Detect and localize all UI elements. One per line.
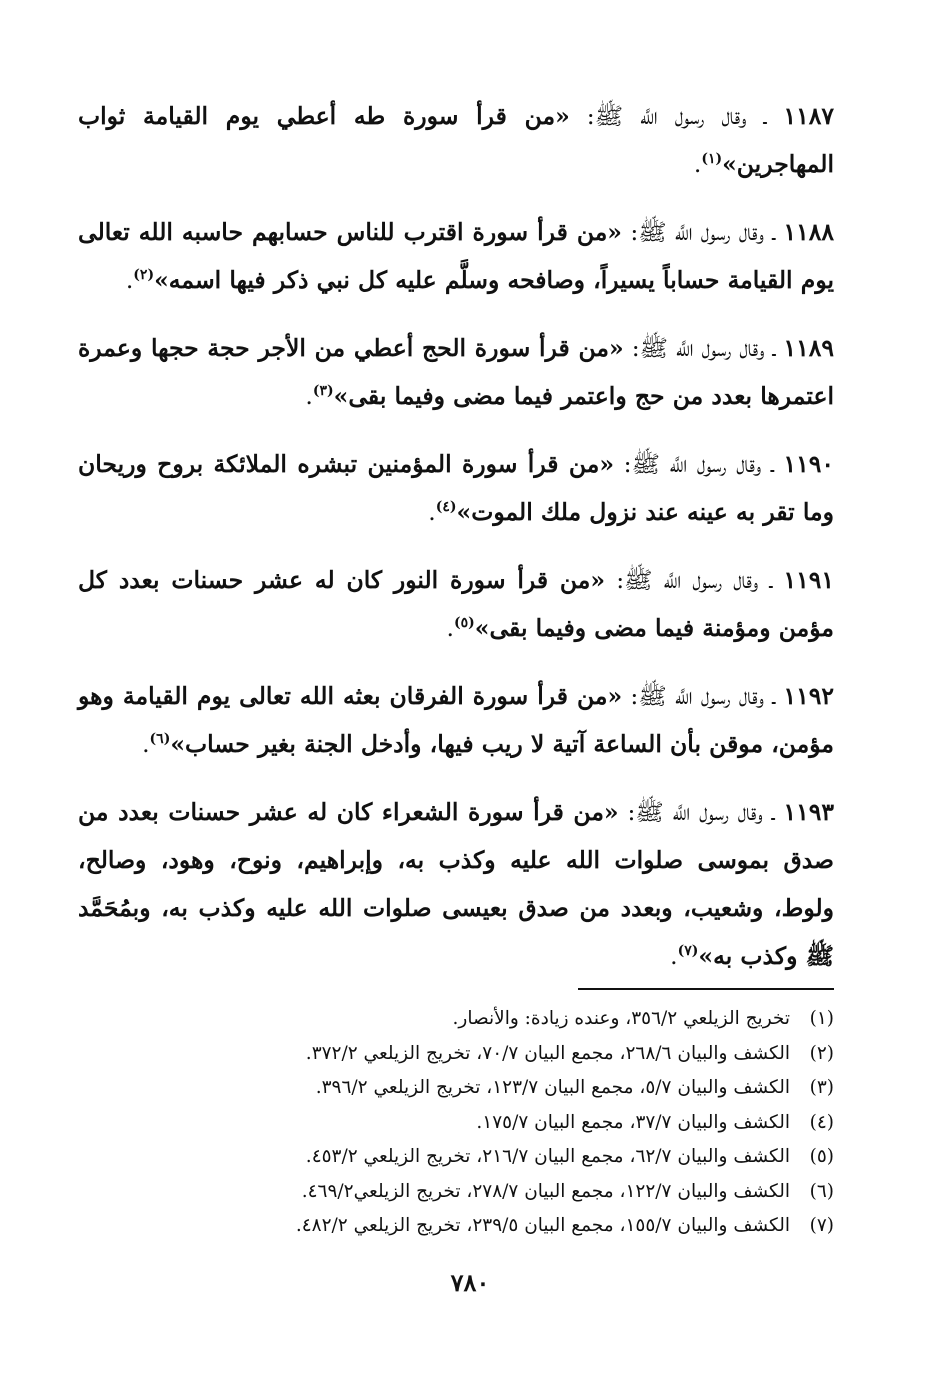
footnote-text: الكشف والبيان ٢٦٨/٦، مجمع البيان ٧٠/٧، تخريج الزيلعي ٣٧٢/٢. [305,1042,790,1064]
footnote-ref: (٧) [677,943,699,960]
hadith-1187 [78,92,834,188]
page-number: ٧٨٠ [450,1268,490,1297]
hadith-text: «من قرأ سورة الشعراء كان له عشر حسنات بعدد من صدق بموسى صلوات الله عليه وكذب به، وإبراهيم، ونوح، وهود، وصالح، ولوط، وشعيب، وبعدد من صدق بعيسى صلوات الله عليه وكذب به، وبمُحَمَّد ﷺ وكذب به» [78,798,834,970]
footnote-number: (٣) [809,1077,834,1098]
main-text [78,92,834,1000]
hadith-text: «من قرأ سورة اقترب للناس حسابهم حاسبه الله تعالى يوم القيامة حساباً يسيراً، وصافحه وسلَّم عليه كل نبي ذكر فيها اسمه» [78,218,834,294]
footnote-item [120,1209,834,1244]
sentence-end: . [428,498,436,526]
hadith-intro: ـ وقال رسول اللَّه ﷺ: [569,102,784,130]
footnote-number: (٢) [809,1042,834,1064]
footnote-number: (٦) [809,1180,834,1202]
sentence-end: . [670,942,678,970]
footnote-item [120,1002,834,1037]
hadith-text: «من قرأ سورة المؤمنين تبشره الملائكة بروح وريحان وما تقر به عينه عند نزول ملك الموت» [78,450,834,526]
hadith-intro: ـ وقال رسول اللَّه ﷺ: [623,334,784,362]
sentence-end: . [125,266,134,294]
hadith-intro: ـ وقال رسول اللَّه ﷺ: [618,798,784,826]
footnote-ref: (١) [701,151,723,168]
footnote-ref: (٦) [149,731,171,748]
hadith-number: ١١٩٠ [783,450,834,478]
hadith-number: ١١٩٢ [783,682,834,710]
footnote-separator [578,988,834,990]
hadith-1191 [78,556,834,652]
hadith-text: «من قرأ سورة الحج أعطي من الأجر حجة حجها وعمرة اعتمرها بعدد من حج واعتمر فيما مضى وفيما بقى» [78,334,834,410]
footnote-text: الكشف والبيان ١٢٢/٧، مجمع البيان ٢٧٨/٧، تخريج الزيلعي٤٦٩/٢. [301,1180,790,1202]
footnote-text: الكشف والبيان ١٥٥/٧، مجمع البيان ٢٣٩/٥، تخريج الزيلعي ٤٨٢/٢. [295,1215,790,1236]
footnote-item [120,1071,834,1106]
hadith-1192 [78,672,834,768]
sentence-end: . [446,614,454,642]
hadith-text: «من قرأ سورة النور كان له عشر حسنات بعدد كل مؤمن ومؤمنة فيما مضى وفيما بقى» [78,566,834,642]
footnote-text: الكشف والبيان ٦٢/٧، مجمع البيان ٢١٦/٧، تخريج الزيلعي ٤٥٣/٢. [305,1146,790,1167]
footnote-text: تخريج الزيلعي ٣٥٦/٢، وعنده زيادة: والأنصار. [452,1008,790,1029]
hadith-number: ١١٨٩ [783,334,834,362]
footnote-item [120,1140,834,1175]
footnote-ref: (٤) [435,499,457,516]
hadith-intro: ـ وقال رسول اللَّه ﷺ: [622,218,784,246]
footnote-text: الكشف والبيان ٣٧/٧، مجمع البيان ١٧٥/٧. [476,1111,790,1133]
hadith-number: ١١٩١ [783,566,834,594]
footnote-text: الكشف والبيان ٥/٧، مجمع البيان ١٢٣/٧، تخريج الزيلعي ٣٩٦/٢. [315,1077,790,1098]
hadith-1188 [78,208,834,304]
hadith-intro: ـ وقال رسول اللَّه ﷺ: [605,566,784,594]
hadith-number: ١١٩٣ [783,798,834,826]
sentence-end: . [142,730,150,758]
hadith-1190 [78,440,834,536]
footnote-number: (٧) [809,1215,834,1236]
footnote-item [120,1175,834,1210]
footnote-number: (٤) [809,1111,834,1133]
footnote-ref: (٢) [133,267,155,284]
footnote-number: (٥) [809,1146,834,1167]
hadith-1189 [78,324,834,420]
footnote-item [120,1106,834,1141]
footnote-item [120,1037,834,1072]
sentence-end: . [693,150,702,178]
hadith-text: «من قرأ سورة الفرقان بعثه الله تعالى يوم القيامة وهو مؤمن، موقن بأن الساعة آتية لا ريب فيها، وأدخل الجنة بغير حساب» [78,682,834,758]
hadith-intro: ـ وقال رسول اللَّه ﷺ: [622,682,784,710]
hadith-number: ١١٨٨ [783,218,834,246]
footnotes-list [120,1002,834,1244]
hadith-text: «من قرأ سورة طه أعطي يوم القيامة ثواب المهاجرين» [78,102,834,178]
footnote-ref: (٥) [454,615,475,632]
footnote-number: (١) [809,1008,834,1029]
footnote-ref: (٣) [312,383,334,400]
hadith-number: ١١٨٧ [783,102,834,130]
hadith-intro: ـ وقال رسول اللَّه ﷺ: [614,450,784,478]
hadith-1193 [78,788,834,980]
sentence-end: . [305,382,313,410]
